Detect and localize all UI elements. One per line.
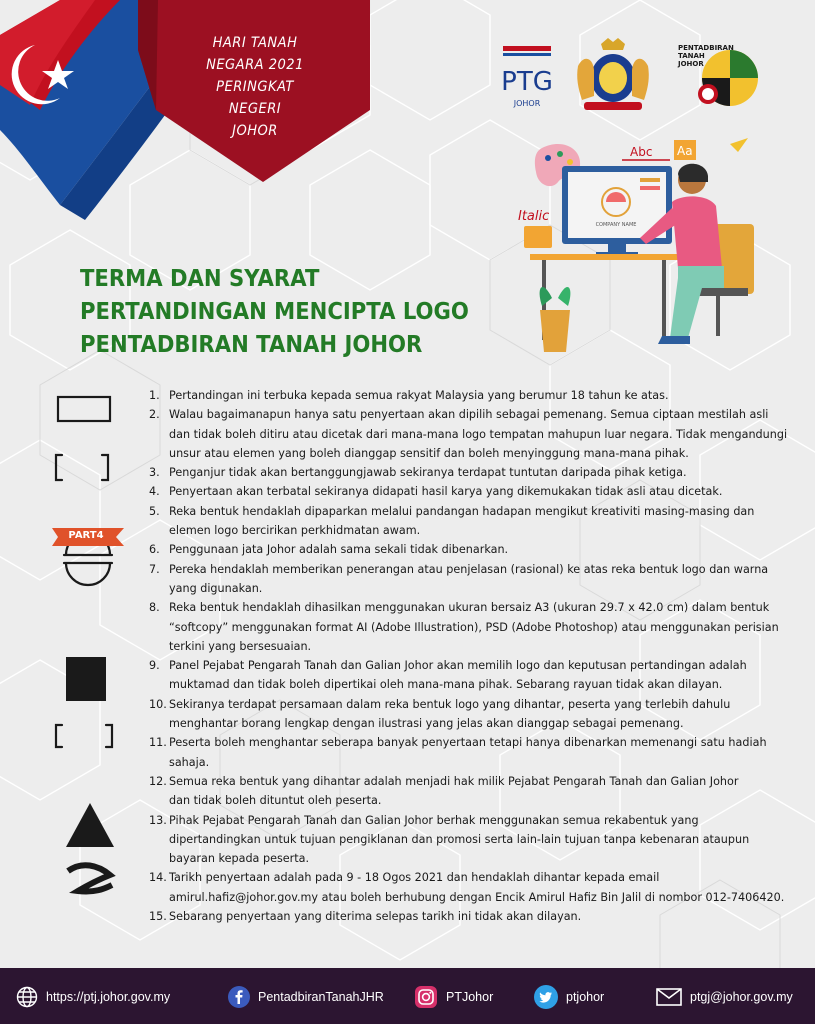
email-text: ptgj@johor.gov.my (690, 990, 793, 1004)
term-text-line: Pereka hendaklah memberikan penerangan atau penjelasan (rasional) ke atas reka bentuk logo dan warna (169, 562, 769, 576)
term-text-line: terkini yang bersesuaian. (169, 639, 312, 653)
term-number: 5. (149, 504, 160, 518)
term-text-line: bayaran kepada peserta. (169, 852, 310, 866)
term-text-line: dan tidak boleh dituntut oleh peserta. (169, 794, 382, 808)
mail-icon (656, 988, 682, 1006)
pentadbiran-tanah-logo (677, 44, 758, 106)
globe-icon (16, 986, 38, 1008)
term-text-line: Tarikh penyertaan adalah pada 9 - 18 Ogos 2021 dan hendaklah dihantar kepada email (169, 871, 660, 885)
term-number: 12. (149, 774, 167, 788)
abc-label: Abc (630, 145, 653, 159)
term-number: 6. (149, 543, 160, 557)
term-number: 15. (149, 910, 167, 924)
twitter-link[interactable] (534, 986, 604, 1008)
term-text-line: Penganjur tidak akan bertanggungjawab sekiranya terdapat tuntutan daripada pihak ketiga. (169, 466, 687, 480)
term-item (149, 482, 789, 501)
agency-logos (498, 36, 768, 116)
twitter-text: ptjohor (566, 990, 605, 1004)
event-banner-text (170, 32, 340, 142)
term-text-line: “softcopy” menggunakan format AI (Adobe Illustration), PSD (Adobe Photoshop) atau menggunakan perisian (169, 620, 779, 634)
term-text-line: menghantar borang lengkap dengan ilustrasi yang jelas akan dianggap sebagai pemenang. (169, 717, 684, 731)
title-line: PENTADBIRAN TANAH JOHOR (80, 332, 423, 358)
facebook-link[interactable] (228, 986, 384, 1008)
term-number: 4. (149, 485, 160, 499)
rectangle-doodle-icon (58, 397, 110, 421)
term-item (149, 560, 789, 599)
term-text-line: Pihak Pejabat Pengarah Tanah dan Galian Johor berhak menggunakan semua rekabentuk yang (169, 813, 699, 827)
term-text-line: Panel Pejabat Pengarah Tanah dan Galian Johor akan memilih logo dan keputusan pertandingan adalah (169, 659, 747, 673)
banner-line: NEGERI (228, 101, 282, 117)
bracket-doodle-icon (56, 455, 108, 480)
terms-list (149, 386, 789, 926)
banner-line: NEGARA 2021 (206, 57, 304, 73)
term-text-line: Penggunaan jata Johor adalah sama sekali tidak dibenarkan. (169, 543, 509, 557)
banner-line: JOHOR (232, 123, 278, 139)
banner-line: HARI TANAH (212, 35, 298, 51)
filled-square-doodle-icon (66, 657, 106, 701)
term-item (149, 502, 789, 541)
term-text-line: unsur atau elemen yang boleh dianggap sensitif dan boleh menyinggung mana-mana pihak. (169, 446, 689, 460)
term-text-line: Peserta boleh menghantar seberapa banyak penyertaan tetapi hanya dibenarkan memenangi satu hadiah sahaja. (169, 736, 767, 769)
johor-text: JOHOR (678, 60, 704, 68)
aa-label: Aa (677, 144, 693, 158)
term-text-line: Walau bagaimanapun hanya satu penyertaan akan dipilih sebagai pemenang. Semua ciptaan mestilah asli (169, 408, 769, 422)
ptg-sub-text: JOHOR (513, 99, 541, 108)
page-title (80, 263, 469, 362)
term-item (149, 907, 789, 926)
term-text-line: Semua reka bentuk yang dihantar adalah menjadi hak milik Pejabat Pengarah Tanah dan Galian Johor (169, 774, 739, 788)
twitter-icon (534, 985, 558, 1009)
johor-crest-logo (577, 38, 649, 110)
term-item (149, 695, 789, 734)
designer-illustration (512, 138, 772, 358)
term-item (149, 598, 789, 656)
website-text: https://ptj.johor.gov.my (46, 990, 171, 1004)
term-item (149, 811, 789, 869)
term-text-line: amirul.hafiz@johor.gov.my atau boleh berhubung dengan Encik Amirul Hafiz Bin Jalil di nombor 012-7406420. (169, 890, 785, 904)
email-link[interactable] (656, 986, 793, 1008)
term-number: 7. (149, 562, 160, 576)
instagram-icon (414, 985, 438, 1009)
instagram-text: PTJohor (446, 990, 494, 1004)
title-line: TERMA DAN SYARAT (80, 266, 320, 292)
triangle-doodle-icon (66, 803, 114, 847)
term-number: 10. (149, 697, 167, 711)
term-text-line: dan tidak boleh ditiru atau dicetak dari mana-mana logo tempatan mahupun luar negara. Tidak mengandungi (169, 427, 788, 441)
company-name-label: COMPANY NAME (595, 222, 637, 228)
term-item (149, 733, 789, 772)
ptg-text: PTG (501, 67, 553, 97)
term-number: 9. (149, 659, 160, 673)
term-text-line: muktamad dan tidak boleh dipertikai oleh mana-mana pihak. Sebarang rayuan tidak akan dilayan. (169, 678, 723, 692)
term-text-line: Pertandingan ini terbuka kepada semua rakyat Malaysia yang berumur 18 tahun ke atas. (169, 389, 669, 402)
term-item (149, 656, 789, 695)
pentadbiran-text: PENTADBIRAN (678, 44, 734, 52)
term-number: 11. (149, 736, 167, 750)
term-number: 14. (149, 871, 167, 885)
scribble-doodle-icon (68, 865, 112, 891)
term-text-line: Reka bentuk hendaklah dipaparkan melalui pandangan hadapan mengikut kreativiti masing-masing dan (169, 504, 755, 518)
part-label: PART4 (68, 530, 104, 541)
instagram-link[interactable] (414, 986, 493, 1008)
term-number: 1. (149, 389, 160, 402)
ptg-logo (501, 46, 553, 108)
bracket-doodle-icon (56, 725, 112, 747)
term-number: 8. (149, 601, 160, 615)
term-text-line: Sekiranya terdapat persamaan dalam reka bentuk logo yang dihantar, peserta yang terlebih dahulu (169, 697, 731, 711)
term-text-line: dipertandingkan untuk tujuan pengiklanan dan promosi serta lain-lain tujuan tanpa kebenaran ataupun (169, 832, 750, 846)
website-link[interactable] (16, 986, 170, 1008)
term-text-line: elemen logo bercirikan perkhidmatan awam. (169, 524, 421, 538)
term-number: 3. (149, 466, 160, 480)
banner-line: PERINGKAT (216, 79, 294, 95)
term-text-line: Penyertaan akan terbatal sekiranya didapati hasil karya yang dikemukakan tidak asli atau dicetak. (169, 485, 723, 499)
facebook-icon (228, 986, 250, 1008)
title-line: PERTANDINGAN MENCIPTA LOGO (80, 299, 469, 325)
term-number: 13. (149, 813, 167, 827)
decorative-doodles (48, 385, 128, 905)
footer-bar (0, 968, 815, 1024)
italic-label: Italic (518, 209, 550, 224)
term-item (149, 463, 789, 482)
term-text-line: Reka bentuk hendaklah dihasilkan menggunakan ukuran bersaiz A3 (ukuran 29.7 x 42.0 cm) dalam bentuk (169, 601, 770, 615)
term-item (149, 405, 789, 463)
tanah-text: TANAH (678, 52, 705, 60)
term-item (149, 386, 789, 405)
term-item (149, 868, 789, 907)
facebook-text: PentadbiranTanahJHR (258, 990, 384, 1004)
term-item (149, 540, 789, 559)
term-number: 2. (149, 408, 160, 422)
term-text-line: yang digunakan. (169, 581, 263, 595)
term-text-line: Sebarang penyertaan yang diterima selepas tarikh ini tidak akan dilayan. (169, 910, 582, 924)
term-item (149, 772, 789, 811)
